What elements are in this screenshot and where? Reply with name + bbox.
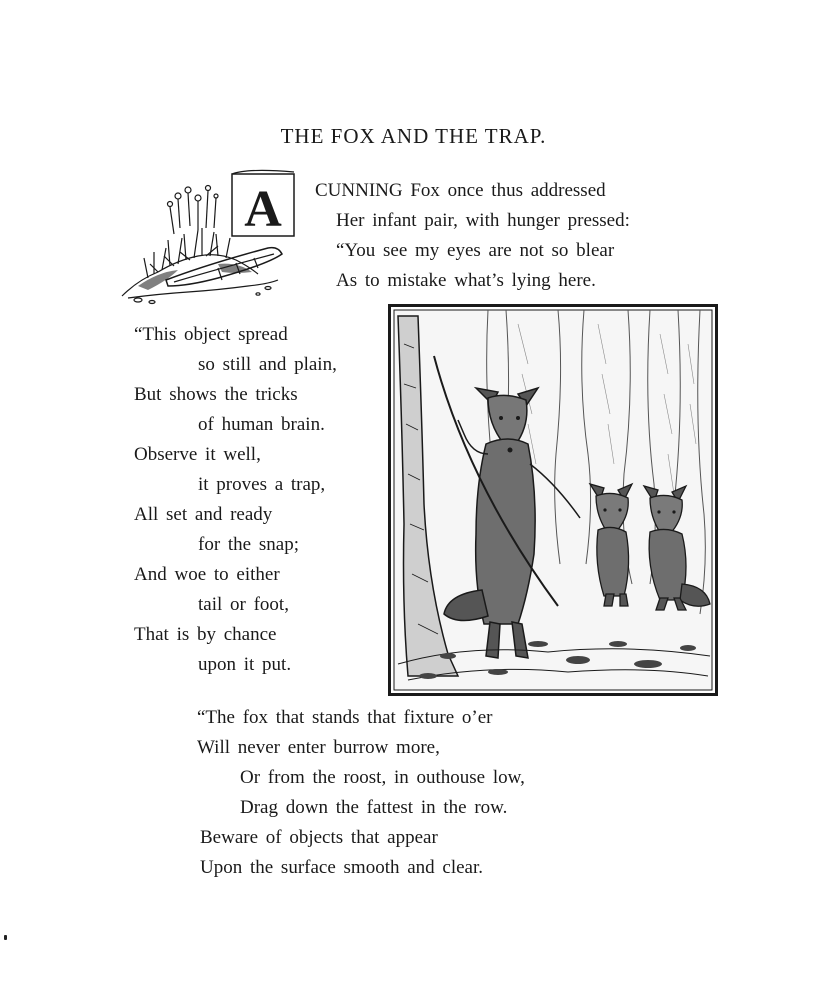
- fox-and-cubs-illustration: [388, 304, 718, 696]
- stanza1-line-2: Her infant pair, with hunger pressed:: [336, 210, 630, 231]
- stanza3-line-4: Drag down the fattest in the row.: [240, 797, 508, 818]
- drop-cap-illustration: [118, 168, 308, 306]
- stanza2-line-5: Observe it well,: [134, 444, 261, 465]
- stanza2-line-11: That is by chance: [134, 624, 277, 645]
- stanza1-line-1: CUNNING Fox once thus addressed: [315, 180, 606, 201]
- stanza2-line-3: But shows the tricks: [134, 384, 298, 405]
- drop-cap-letter: A: [244, 181, 282, 238]
- stanza2-line-12: upon it put.: [198, 654, 292, 675]
- stanza2-line-2: so still and plain,: [198, 354, 337, 375]
- stanza3-line-1: “The fox that stands that fixture o’er: [197, 707, 493, 728]
- stanza2-line-10: tail or foot,: [198, 594, 289, 615]
- stanza2-line-9: And woe to either: [134, 564, 280, 585]
- stanza3-line-3: Or from the roost, in outhouse low,: [240, 767, 525, 788]
- stanza2-line-6: it proves a trap,: [198, 474, 326, 495]
- stanza2-line-8: for the snap;: [198, 534, 299, 555]
- stanza3-line-5: Beware of objects that appear: [200, 827, 438, 848]
- page-title: THE FOX AND THE TRAP.: [280, 124, 547, 148]
- stanza1-line-3: “You see my eyes are not so blear: [336, 240, 615, 261]
- stanza2-line-1: “This object spread: [134, 324, 288, 345]
- stanza2-line-4: of human brain.: [198, 414, 325, 435]
- stanza3-line-6: Upon the surface smooth and clear.: [200, 857, 484, 878]
- stanza1-line-4: As to mistake what’s lying here.: [336, 270, 596, 291]
- ink-speck: [4, 935, 7, 940]
- stanza2-line-7: All set and ready: [134, 504, 273, 525]
- stanza3-line-2: Will never enter burrow more,: [197, 737, 440, 758]
